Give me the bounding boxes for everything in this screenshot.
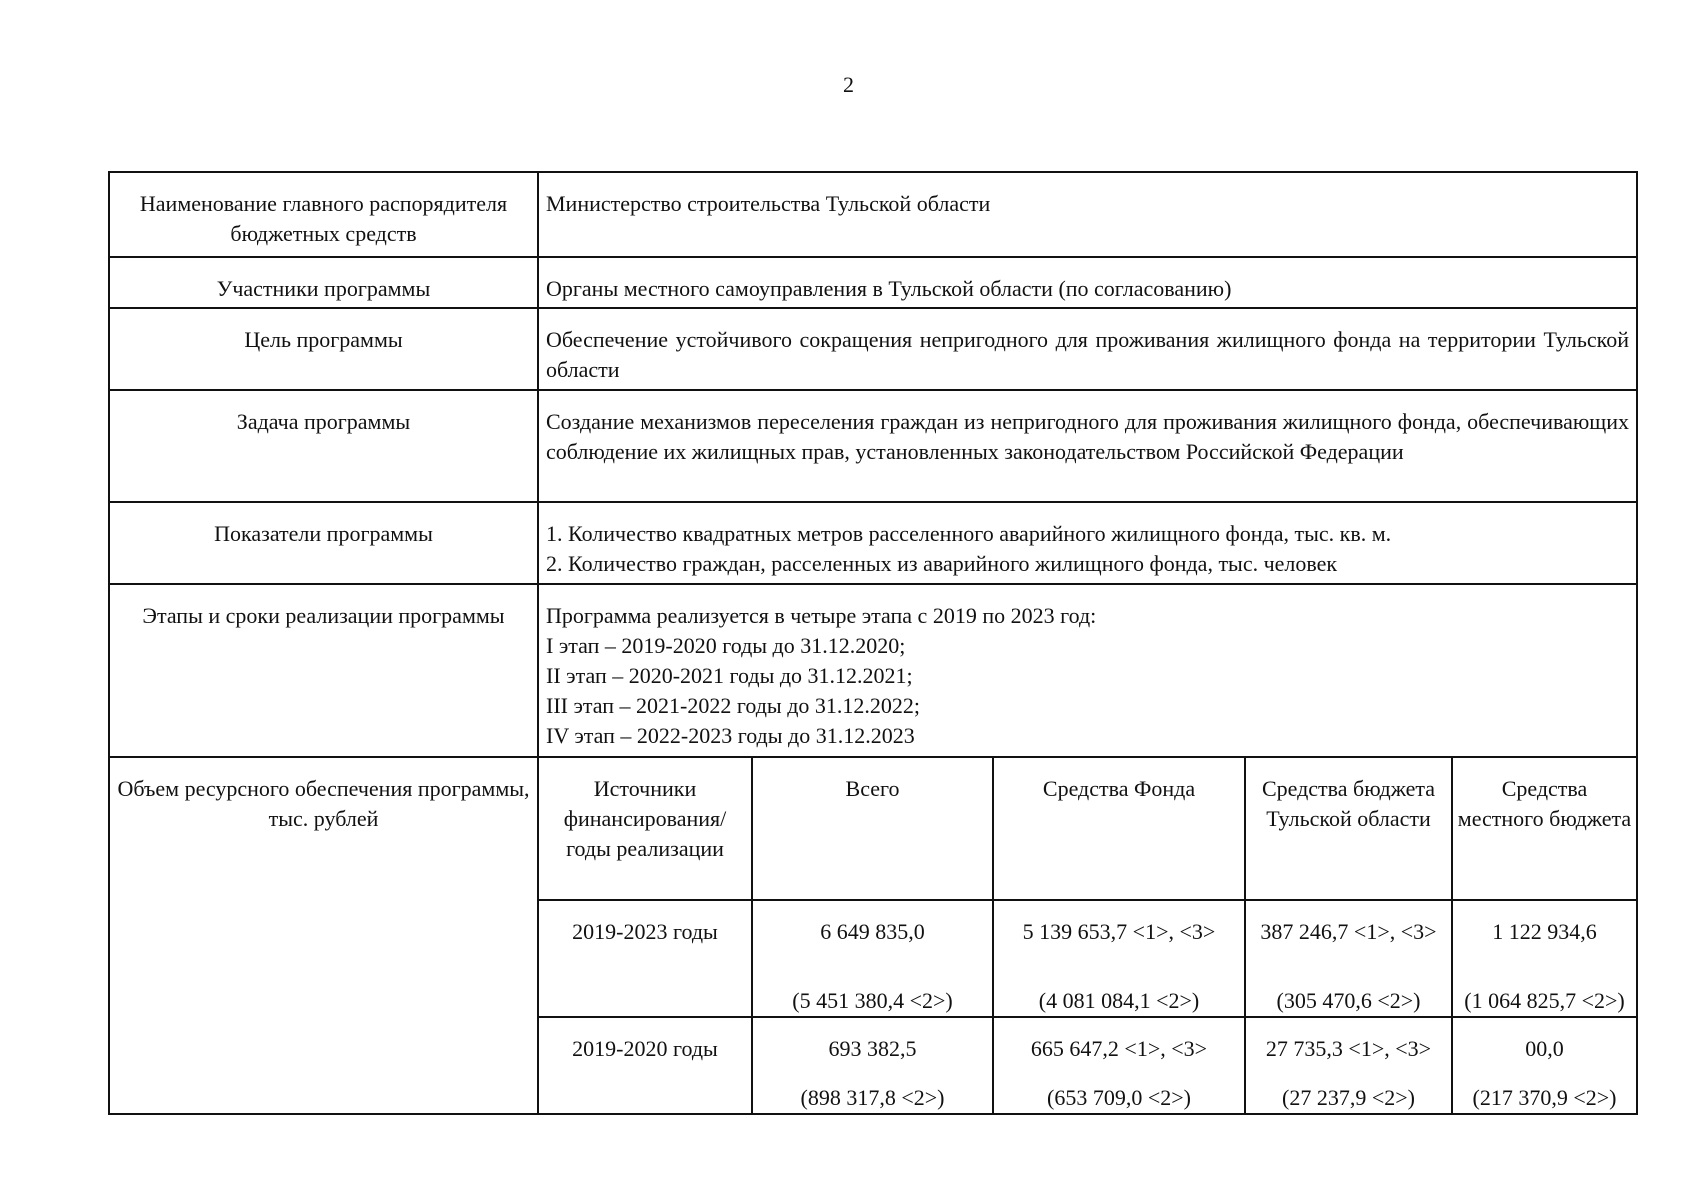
funding-local-note: (1 064 825,7 <2>) bbox=[1464, 988, 1625, 1013]
funding-total-value: 6 649 835,0 bbox=[820, 919, 925, 944]
participants-value: Органы местного самоуправления в Тульской области (по согласованию) bbox=[538, 257, 1637, 308]
stages-value bbox=[538, 584, 1637, 757]
table-row bbox=[109, 257, 1637, 308]
table-row bbox=[109, 308, 1637, 390]
funding-header-source: Источники финансирования/ годы реализации bbox=[563, 776, 727, 861]
funding-regional bbox=[1245, 900, 1452, 1017]
indicator-item: 1. Количество квадратных метров расселенного аварийного жилищного фонда, тыс. кв. м. bbox=[546, 521, 1392, 546]
funding-header-fund: Средства Фонда bbox=[993, 758, 1245, 900]
task-value: Создание механизмов переселения граждан из непригодного для проживания жилищного фонда, обеспечивающих соблюдение их жилищных прав, установленных законодательством Российской Федерации bbox=[538, 390, 1637, 502]
funding-fund-value: 5 139 653,7 <1>, <3> bbox=[1022, 919, 1216, 944]
funding-total-note: (898 317,8 <2>) bbox=[800, 1085, 945, 1110]
funding-total bbox=[752, 900, 993, 1017]
funding-regional-note: (305 470,6 <2>) bbox=[1276, 988, 1421, 1013]
funding-fund-note: (653 709,0 <2>) bbox=[1047, 1085, 1191, 1110]
funding-local-value: 1 122 934,6 bbox=[1492, 919, 1597, 944]
funding-header-row bbox=[539, 758, 1636, 900]
stages-intro: Программа реализуется в четыре этапа с 2019 по 2023 год: bbox=[546, 603, 1097, 628]
participants-label: Участники программы bbox=[109, 257, 538, 308]
table-row bbox=[109, 584, 1637, 757]
indicator-item: 2. Количество граждан, расселенных из аварийного жилищного фонда, тыс. человек bbox=[546, 551, 1338, 576]
funding-header-regional: Средства бюджета Тульской области bbox=[1245, 758, 1452, 900]
funding-total bbox=[752, 1017, 993, 1113]
stage-item: II этап – 2020-2021 годы до 31.12.2021; bbox=[546, 663, 913, 688]
stages-label: Этапы и сроки реализации программы bbox=[109, 584, 538, 757]
funding-row-2019-2020 bbox=[539, 1017, 1636, 1113]
funding-regional-note: (27 237,9 <2>) bbox=[1282, 1085, 1415, 1110]
task-label: Задача программы bbox=[109, 390, 538, 502]
funding-fund-value: 665 647,2 <1>, <3> bbox=[1030, 1036, 1208, 1061]
funding-regional-value: 27 735,3 <1>, <3> bbox=[1265, 1036, 1432, 1061]
table-row bbox=[109, 757, 1637, 1114]
funding-row-2019-2023 bbox=[539, 900, 1636, 1017]
page-number: 2 bbox=[843, 72, 854, 97]
goal-label: Цель программы bbox=[109, 308, 538, 390]
table-row bbox=[109, 502, 1637, 584]
funding-table bbox=[539, 758, 1636, 1113]
funding-regional bbox=[1245, 1017, 1452, 1113]
goal-value: Обеспечение устойчивого сокращения непригодного для проживания жилищного фонда на территории Тульской области bbox=[538, 308, 1637, 390]
funding-total-note: (5 451 380,4 <2>) bbox=[792, 988, 953, 1013]
funding-header-total: Всего bbox=[752, 758, 993, 900]
funding-local bbox=[1452, 900, 1636, 1017]
indicators-value bbox=[538, 502, 1637, 584]
funding-local bbox=[1452, 1017, 1636, 1113]
funding-label: Объем ресурсного обеспечения программы, тыс. рублей bbox=[109, 757, 538, 1114]
funding-period: 2019-2020 годы bbox=[539, 1017, 752, 1113]
funding-fund bbox=[993, 1017, 1245, 1113]
funding-fund-note: (4 081 084,1 <2>) bbox=[1038, 988, 1200, 1013]
program-passport-table bbox=[108, 171, 1638, 1115]
stage-item: III этап – 2021-2022 годы до 31.12.2022; bbox=[546, 693, 920, 718]
stage-item: I этап – 2019-2020 годы до 31.12.2020; bbox=[546, 633, 906, 658]
funding-local-value: 00,0 bbox=[1525, 1036, 1564, 1061]
administrator-label: Наименование главного распорядителя бюджетных средств bbox=[109, 172, 538, 257]
funding-cell bbox=[538, 757, 1637, 1114]
table-row bbox=[109, 172, 1637, 257]
administrator-value: Министерство строительства Тульской области bbox=[538, 172, 1637, 257]
funding-local-note: (217 370,9 <2>) bbox=[1472, 1085, 1617, 1110]
table-row bbox=[109, 390, 1637, 502]
indicators-label: Показатели программы bbox=[109, 502, 538, 584]
funding-header-local: Средства местного бюджета bbox=[1452, 758, 1636, 900]
funding-total-value: 693 382,5 bbox=[828, 1036, 917, 1061]
funding-fund bbox=[993, 900, 1245, 1017]
funding-period: 2019-2023 годы bbox=[539, 900, 752, 1017]
funding-regional-value: 387 246,7 <1>, <3> bbox=[1260, 919, 1437, 944]
stage-item: IV этап – 2022-2023 годы до 31.12.2023 bbox=[546, 723, 915, 748]
